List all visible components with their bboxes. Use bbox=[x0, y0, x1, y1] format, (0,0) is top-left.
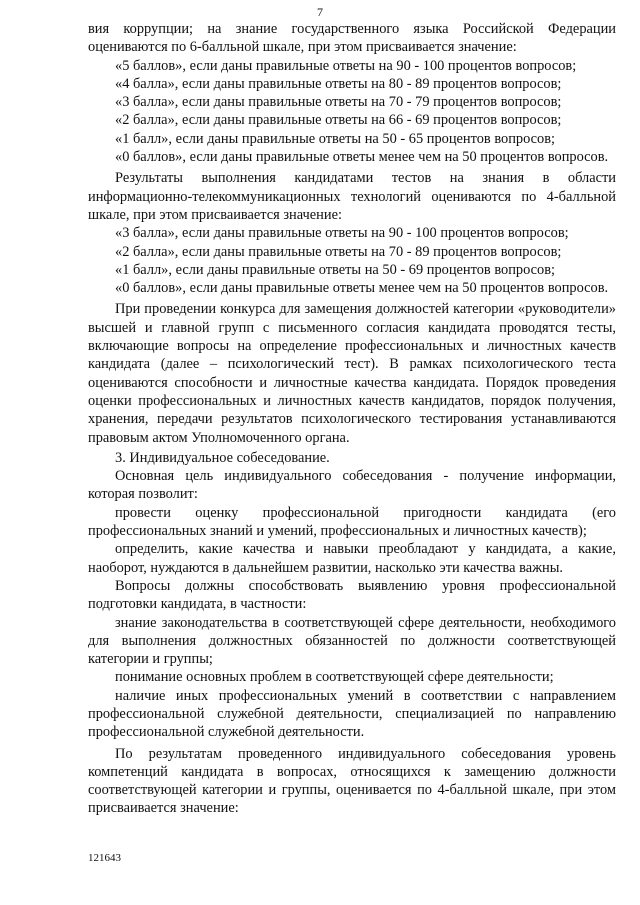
ict-score-item-1: «1 балл», если даны правильные ответы на 50 - 69 процентов вопросов; bbox=[115, 261, 556, 278]
interview-goal-item-2: определить, какие качества и навыки преобладают у кандидата, а какие, наоборот, нуждаются в дальнейшем развитии, насколько эти качества важны. bbox=[88, 541, 616, 576]
score-item-4: «4 балла», если даны правильные ответы на 80 - 89 процентов вопросов; bbox=[115, 75, 562, 92]
paragraph-psychological-test: При проведении конкурса для замещения должностей категории «руководители» высшей и главной групп с письменного согласия кандидата проводятся тесты, включающие вопросы на определение профессиональных и личностных качеств кандидата (далее – психологический тест). В рамках психологического теста оцениваются способности и личностные качества кандидата. Порядок проведения оценки профессиональных и личностных качеств кандидатов, порядок получения, хранения, передачи результатов психологического тестирования устанавливаются правовым актом Уполномоченного органа. bbox=[88, 301, 616, 446]
page-number: 7 bbox=[317, 5, 323, 19]
paragraph-continuation: вия коррупции; на знание государственного языка Российской Федерации оцениваются по 6-балльной шкале, при этом присваивается значение: bbox=[88, 21, 616, 56]
ict-score-item-3: «3 балла», если даны правильные ответы на 90 - 100 процентов вопросов; bbox=[115, 225, 569, 242]
score-item-2: «2 балла», если даны правильные ответы на 66 - 69 процентов вопросов; bbox=[115, 112, 562, 129]
paragraph-ict-tests: Результаты выполнения кандидатами тестов на знания в области информационно-телекоммуникационных технологий оцениваются по 4-балльной шкале, при этом присваивается значение: bbox=[88, 170, 616, 223]
question-item-skills: наличие иных профессиональных умений в соответствии с направлением профессиональной служебной деятельности, специализацией по направлению профессиональной служебной деятельности. bbox=[88, 687, 616, 741]
score-item-1: «1 балл», если даны правильные ответы на 50 - 65 процентов вопросов; bbox=[115, 130, 556, 147]
question-item-problems: понимание основных проблем в соответствующей сфере деятельности; bbox=[115, 669, 554, 686]
paragraph-interview-results: По результатам проведенного индивидуального собеседования уровень компетенций кандидата в вопросах, относящихся к замещению должности соответствующей категории и группы, оценивается по 4-балльной шкале, при этом присваивается значение: bbox=[88, 745, 616, 817]
footer-code: 121643 bbox=[88, 852, 121, 864]
section-heading-interview: 3. Индивидуальное собеседование. bbox=[115, 449, 330, 466]
score-item-0: «0 баллов», если даны правильные ответы менее чем на 50 процентов вопросов. bbox=[115, 149, 609, 166]
paragraph-interview-goal: Основная цель индивидуального собеседования - получение информации, которая позволит: bbox=[88, 468, 616, 503]
ict-score-item-2: «2 балла», если даны правильные ответы на 70 - 89 процентов вопросов; bbox=[115, 243, 562, 260]
question-item-legislation: знание законодательства в соответствующей сфере деятельности, необходимого для выполнения должностных обязанностей по должности соответствующей категории и группы; bbox=[88, 614, 616, 668]
paragraph-questions: Вопросы должны способствовать выявлению уровня профессиональной подготовки кандидата, в частности: bbox=[88, 577, 616, 613]
ict-score-item-0: «0 баллов», если даны правильные ответы менее чем на 50 процентов вопросов. bbox=[115, 280, 609, 297]
interview-goal-item-1: провести оценку профессиональной пригодности кандидата (его профессиональных знаний и умений, профессиональных и личностных качеств); bbox=[88, 504, 616, 540]
score-item-5: «5 баллов», если даны правильные ответы на 90 - 100 процентов вопросов; bbox=[115, 57, 577, 74]
body-text bbox=[88, 20, 616, 818]
score-item-3: «3 балла», если даны правильные ответы на 70 - 79 процентов вопросов; bbox=[115, 94, 562, 111]
